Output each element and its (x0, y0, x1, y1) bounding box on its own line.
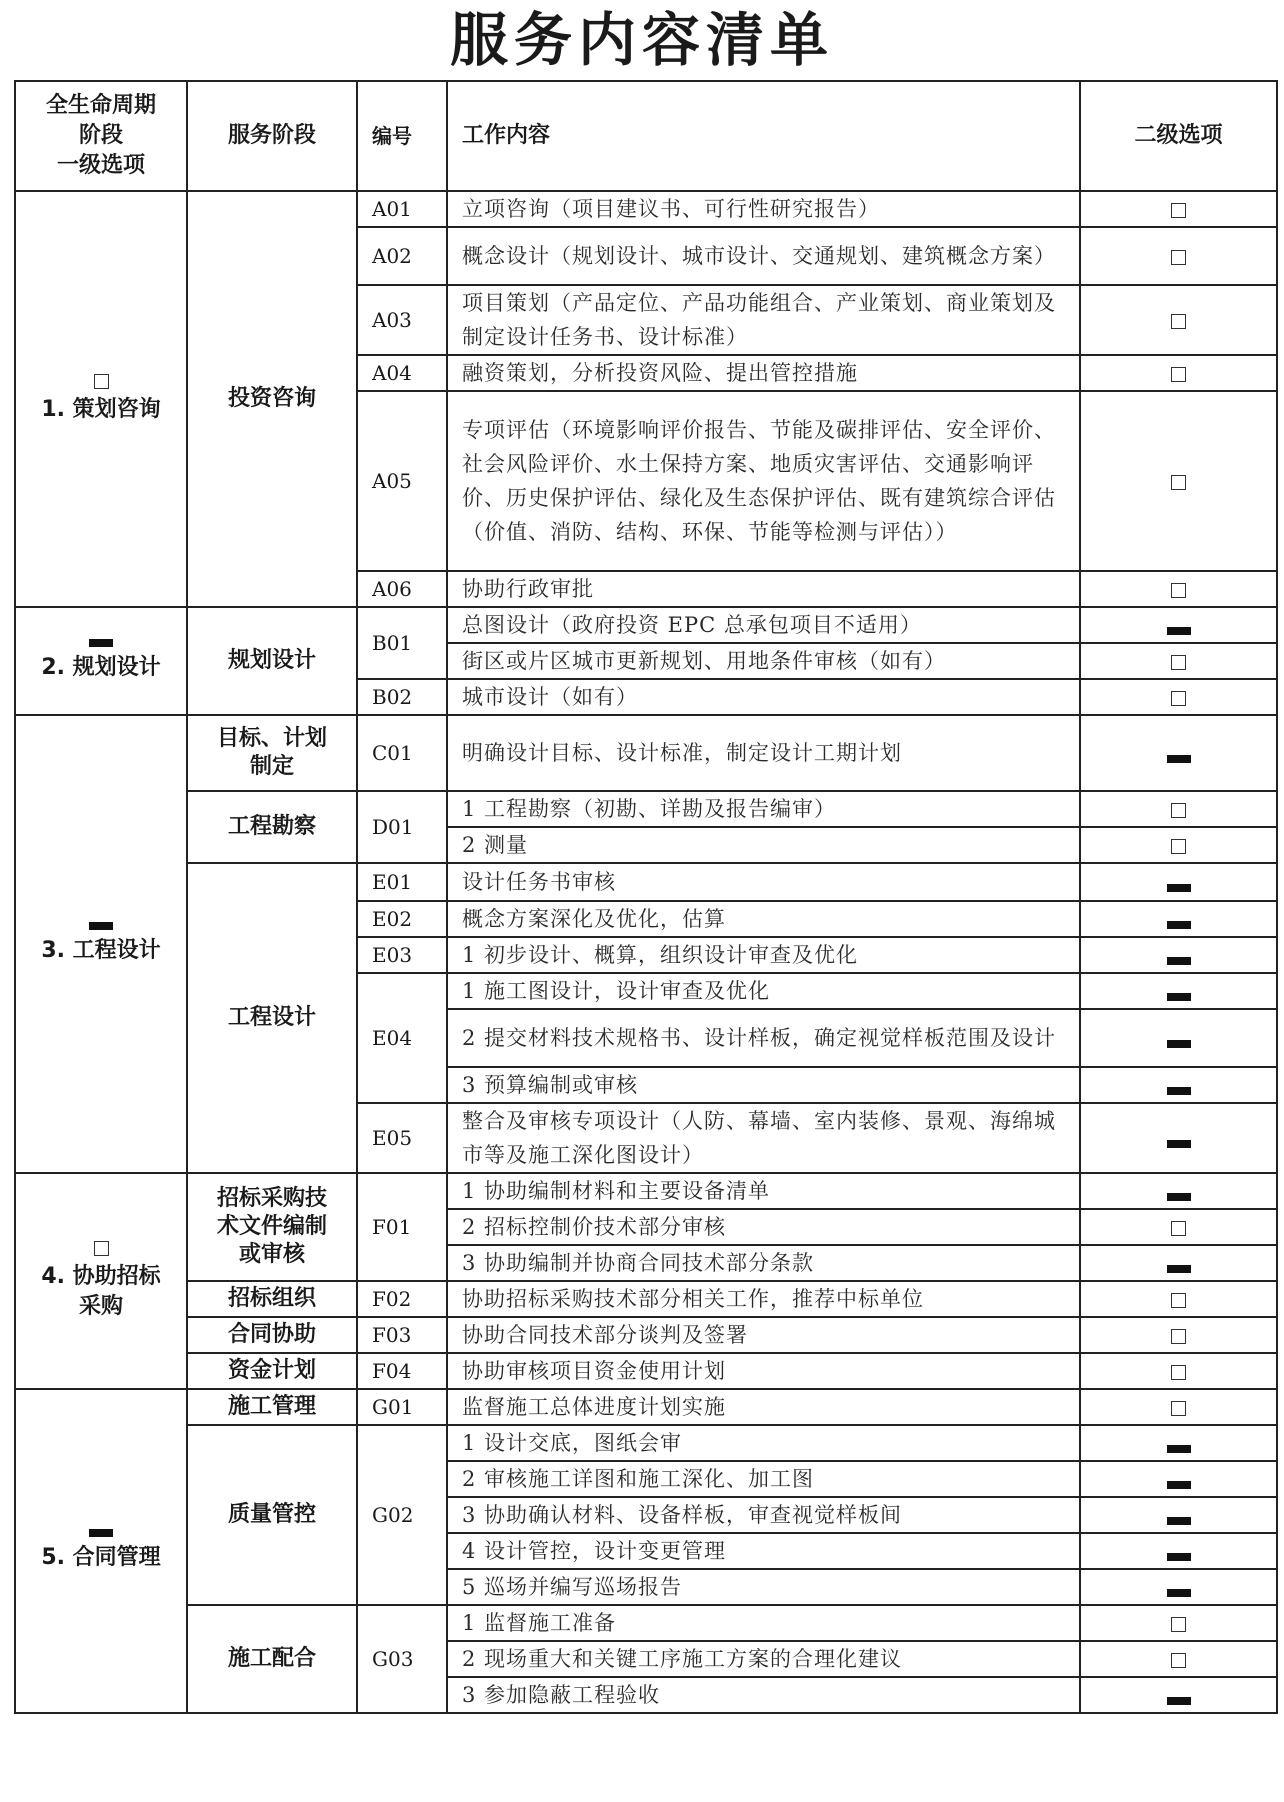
work-content-cell: 3 预算编制或审核 (447, 1067, 1080, 1103)
work-content-cell: 概念方案深化及优化，估算 (447, 901, 1080, 937)
work-content-cell: 1 监督施工准备 (447, 1605, 1080, 1641)
checkbox-empty-icon[interactable] (1171, 1221, 1186, 1236)
selected-bar-icon[interactable] (1167, 1697, 1191, 1705)
stage-cell: 施工配合 (187, 1605, 357, 1713)
work-content-cell: 立项咨询（项目建议书、可行性研究报告） (447, 191, 1080, 227)
option-cell[interactable] (1080, 1209, 1277, 1245)
work-content-cell: 设计任务书审核 (447, 863, 1080, 901)
table-row (15, 191, 1277, 227)
selected-bar-icon[interactable] (1167, 1553, 1191, 1561)
work-content-cell: 1 设计交底，图纸会审 (447, 1425, 1080, 1461)
work-content-cell: 2 招标控制价技术部分审核 (447, 1209, 1080, 1245)
selected-bar-icon[interactable] (1167, 1265, 1191, 1273)
service-content-table (14, 80, 1278, 1714)
table-header-row (15, 81, 1277, 191)
option-cell[interactable] (1080, 715, 1277, 791)
header-lifecycle (15, 81, 187, 191)
option-cell[interactable] (1080, 191, 1277, 227)
work-content-cell: 1 工程勘察（初勘、详勘及报告编审） (447, 791, 1080, 827)
option-cell[interactable] (1080, 1173, 1277, 1209)
header-lifecycle-line: 一级选项 (56, 153, 145, 178)
checkbox-empty-icon[interactable] (1171, 203, 1186, 218)
table-row (15, 607, 1277, 643)
stage-cell: 质量管控 (187, 1425, 357, 1605)
lifecycle-label: 5. 合同管理 (41, 1545, 161, 1570)
checkbox-empty-icon[interactable] (1171, 691, 1186, 706)
selected-bar-icon[interactable] (1167, 755, 1191, 763)
lifecycle-cell[interactable] (15, 715, 187, 1173)
header-work: 工作内容 (447, 81, 1080, 191)
lifecycle-cell[interactable] (15, 607, 187, 715)
option-cell[interactable] (1080, 863, 1277, 901)
code-cell: B01 (357, 607, 447, 679)
checkbox-empty-icon[interactable] (1171, 583, 1186, 598)
option-cell[interactable] (1080, 1605, 1277, 1641)
work-content-cell: 1 施工图设计，设计审查及优化 (447, 973, 1080, 1009)
lifecycle-label: 1. 策划咨询 (41, 396, 161, 422)
option-cell[interactable] (1080, 227, 1277, 285)
option-cell[interactable] (1080, 1067, 1277, 1103)
option-cell[interactable] (1080, 355, 1277, 391)
work-content-cell: 专项评估（环境影响评价报告、节能及碳排评估、安全评价、社会风险评价、水土保持方案、地质灾害评估、交通影响评价、历史保护评估、绿化及生态保护评估、既有建筑综合评估（价值、消防、结构、环保、节能等检测与评估）） (447, 391, 1080, 571)
option-cell[interactable] (1080, 643, 1277, 679)
table-row (15, 1281, 1277, 1317)
table-row (15, 715, 1277, 791)
option-cell[interactable] (1080, 1461, 1277, 1497)
work-content-cell: 2 测量 (447, 827, 1080, 863)
option-cell[interactable] (1080, 1533, 1277, 1569)
checkbox-empty-icon (94, 374, 109, 389)
option-cell[interactable] (1080, 1103, 1277, 1173)
code-cell: G02 (357, 1425, 447, 1605)
work-content-cell: 2 提交材料技术规格书、设计样板，确定视觉样板范围及设计 (447, 1009, 1080, 1067)
header-option: 二级选项 (1080, 81, 1277, 191)
option-cell[interactable] (1080, 607, 1277, 643)
header-lifecycle-line: 阶段 (78, 123, 123, 148)
table-row (15, 791, 1277, 827)
stage-cell: 规划设计 (187, 607, 357, 715)
checkbox-empty-icon[interactable] (1171, 1293, 1186, 1308)
work-content-cell: 协助招标采购技术部分相关工作，推荐中标单位 (447, 1281, 1080, 1317)
code-cell: F04 (357, 1353, 447, 1389)
selected-bar-icon[interactable] (1167, 1481, 1191, 1489)
work-content-cell: 1 协助编制材料和主要设备清单 (447, 1173, 1080, 1209)
code-cell: F02 (357, 1281, 447, 1317)
option-cell[interactable] (1080, 1677, 1277, 1713)
code-cell: A02 (357, 227, 447, 285)
work-content-cell: 3 参加隐蔽工程验收 (447, 1677, 1080, 1713)
code-cell: C01 (357, 715, 447, 791)
stage-cell: 资金计划 (187, 1353, 357, 1389)
option-cell[interactable] (1080, 285, 1277, 355)
work-content-cell: 3 协助编制并协商合同技术部分条款 (447, 1245, 1080, 1281)
stage-cell: 工程勘察 (187, 791, 357, 863)
selected-bar-icon[interactable] (1167, 957, 1191, 965)
checkbox-empty-icon[interactable] (1171, 1401, 1186, 1416)
work-content-cell: 项目策划（产品定位、产品功能组合、产业策划、商业策划及制定设计任务书、设计标准） (447, 285, 1080, 355)
option-cell[interactable] (1080, 1497, 1277, 1533)
table-row (15, 1389, 1277, 1425)
selected-bar-icon[interactable] (1167, 627, 1191, 635)
selected-bar-icon[interactable] (1167, 1087, 1191, 1095)
option-cell[interactable] (1080, 1281, 1277, 1317)
code-cell: E01 (357, 863, 447, 901)
code-cell: E02 (357, 901, 447, 937)
selected-bar-icon (89, 922, 113, 930)
code-cell: F01 (357, 1173, 447, 1281)
table-row (15, 1173, 1277, 1209)
table-body (15, 191, 1277, 1713)
option-cell[interactable] (1080, 937, 1277, 973)
selected-bar-icon[interactable] (1167, 1589, 1191, 1597)
checkbox-empty-icon[interactable] (1171, 250, 1186, 265)
lifecycle-label: 4. 协助招标采购 (41, 1263, 161, 1319)
work-content-cell: 监督施工总体进度计划实施 (447, 1389, 1080, 1425)
selected-bar-icon[interactable] (1167, 1445, 1191, 1453)
work-content-cell: 总图设计（政府投资 EPC 总承包项目不适用） (447, 607, 1080, 643)
work-content-cell: 城市设计（如有） (447, 679, 1080, 715)
option-cell[interactable] (1080, 1641, 1277, 1677)
code-cell: A05 (357, 391, 447, 571)
header-code: 编号 (357, 81, 447, 191)
table-row (15, 1353, 1277, 1389)
selected-bar-icon[interactable] (1167, 1040, 1191, 1048)
work-content-cell: 5 巡场并编写巡场报告 (447, 1569, 1080, 1605)
work-content-cell: 整合及审核专项设计（人防、幕墙、室内装修、景观、海绵城市等及施工深化图设计） (447, 1103, 1080, 1173)
selected-bar-icon (89, 639, 113, 647)
checkbox-empty-icon[interactable] (1171, 1617, 1186, 1632)
stage-cell: 工程设计 (187, 863, 357, 1173)
work-content-cell: 协助审核项目资金使用计划 (447, 1353, 1080, 1389)
option-cell[interactable] (1080, 973, 1277, 1009)
checkbox-empty-icon[interactable] (1171, 839, 1186, 854)
code-cell: A01 (357, 191, 447, 227)
work-content-cell: 2 现场重大和关键工序施工方案的合理化建议 (447, 1641, 1080, 1677)
code-cell: G01 (357, 1389, 447, 1425)
work-content-cell: 协助合同技术部分谈判及签署 (447, 1317, 1080, 1353)
lifecycle-cell[interactable] (15, 1389, 187, 1713)
option-cell[interactable] (1080, 791, 1277, 827)
work-content-cell: 明确设计目标、设计标准，制定设计工期计划 (447, 715, 1080, 791)
work-content-cell: 2 审核施工详图和施工深化、加工图 (447, 1461, 1080, 1497)
stage-cell: 合同协助 (187, 1317, 357, 1353)
checkbox-empty-icon[interactable] (1171, 1365, 1186, 1380)
selected-bar-icon[interactable] (1167, 1517, 1191, 1525)
selected-bar-icon[interactable] (1167, 1140, 1191, 1148)
header-lifecycle-line: 全生命周期 (45, 93, 156, 118)
option-cell[interactable] (1080, 1245, 1277, 1281)
header-stage: 服务阶段 (187, 81, 357, 191)
table-row (15, 1605, 1277, 1641)
code-cell: G03 (357, 1605, 447, 1713)
selected-bar-icon[interactable] (1167, 993, 1191, 1001)
option-cell[interactable] (1080, 1389, 1277, 1425)
checkbox-empty-icon[interactable] (1171, 655, 1186, 670)
checkbox-empty-icon (94, 1241, 109, 1256)
stage-cell: 施工管理 (187, 1389, 357, 1425)
lifecycle-cell[interactable] (15, 191, 187, 607)
table-row (15, 1317, 1277, 1353)
code-cell: E04 (357, 973, 447, 1103)
code-cell: E03 (357, 937, 447, 973)
stage-cell: 招标采购技术文件编制或审核 (187, 1173, 357, 1281)
table-row (15, 1425, 1277, 1461)
option-cell[interactable] (1080, 1009, 1277, 1067)
work-content-cell: 1 初步设计、概算，组织设计审查及优化 (447, 937, 1080, 973)
stage-cell: 目标、计划制定 (187, 715, 357, 791)
code-cell: B02 (357, 679, 447, 715)
work-content-cell: 3 协助确认材料、设备样板，审查视觉样板间 (447, 1497, 1080, 1533)
code-cell: D01 (357, 791, 447, 863)
option-cell[interactable] (1080, 571, 1277, 607)
code-cell: E05 (357, 1103, 447, 1173)
work-content-cell: 街区或片区城市更新规划、用地条件审核（如有） (447, 643, 1080, 679)
work-content-cell: 融资策划，分析投资风险、提出管控措施 (447, 355, 1080, 391)
selected-bar-icon[interactable] (1167, 921, 1191, 929)
option-cell[interactable] (1080, 679, 1277, 715)
selected-bar-icon (89, 1529, 113, 1537)
option-cell[interactable] (1080, 1425, 1277, 1461)
work-content-cell: 协助行政审批 (447, 571, 1080, 607)
lifecycle-label: 3. 工程设计 (41, 938, 161, 963)
selected-bar-icon[interactable] (1167, 884, 1191, 892)
option-cell[interactable] (1080, 1317, 1277, 1353)
option-cell[interactable] (1080, 827, 1277, 863)
selected-bar-icon[interactable] (1167, 1193, 1191, 1201)
work-content-cell: 概念设计（规划设计、城市设计、交通规划、建筑概念方案） (447, 227, 1080, 285)
stage-cell: 招标组织 (187, 1281, 357, 1317)
code-cell: F03 (357, 1317, 447, 1353)
checkbox-empty-icon[interactable] (1171, 367, 1186, 382)
option-cell[interactable] (1080, 901, 1277, 937)
option-cell[interactable] (1080, 1569, 1277, 1605)
checkbox-empty-icon[interactable] (1171, 1329, 1186, 1344)
checkbox-empty-icon[interactable] (1171, 314, 1186, 329)
code-cell: A03 (357, 285, 447, 355)
table-row (15, 863, 1277, 901)
checkbox-empty-icon[interactable] (1171, 475, 1186, 490)
document-title: 服务内容清单 (449, 6, 834, 74)
checkbox-empty-icon[interactable] (1171, 1653, 1186, 1668)
lifecycle-label: 2. 规划设计 (41, 655, 161, 680)
checkbox-empty-icon[interactable] (1171, 803, 1186, 818)
code-cell: A04 (357, 355, 447, 391)
work-content-cell: 4 设计管控，设计变更管理 (447, 1533, 1080, 1569)
lifecycle-cell[interactable] (15, 1173, 187, 1389)
stage-cell: 投资咨询 (187, 191, 357, 607)
option-cell[interactable] (1080, 1353, 1277, 1389)
option-cell[interactable] (1080, 391, 1277, 571)
code-cell: A06 (357, 571, 447, 607)
